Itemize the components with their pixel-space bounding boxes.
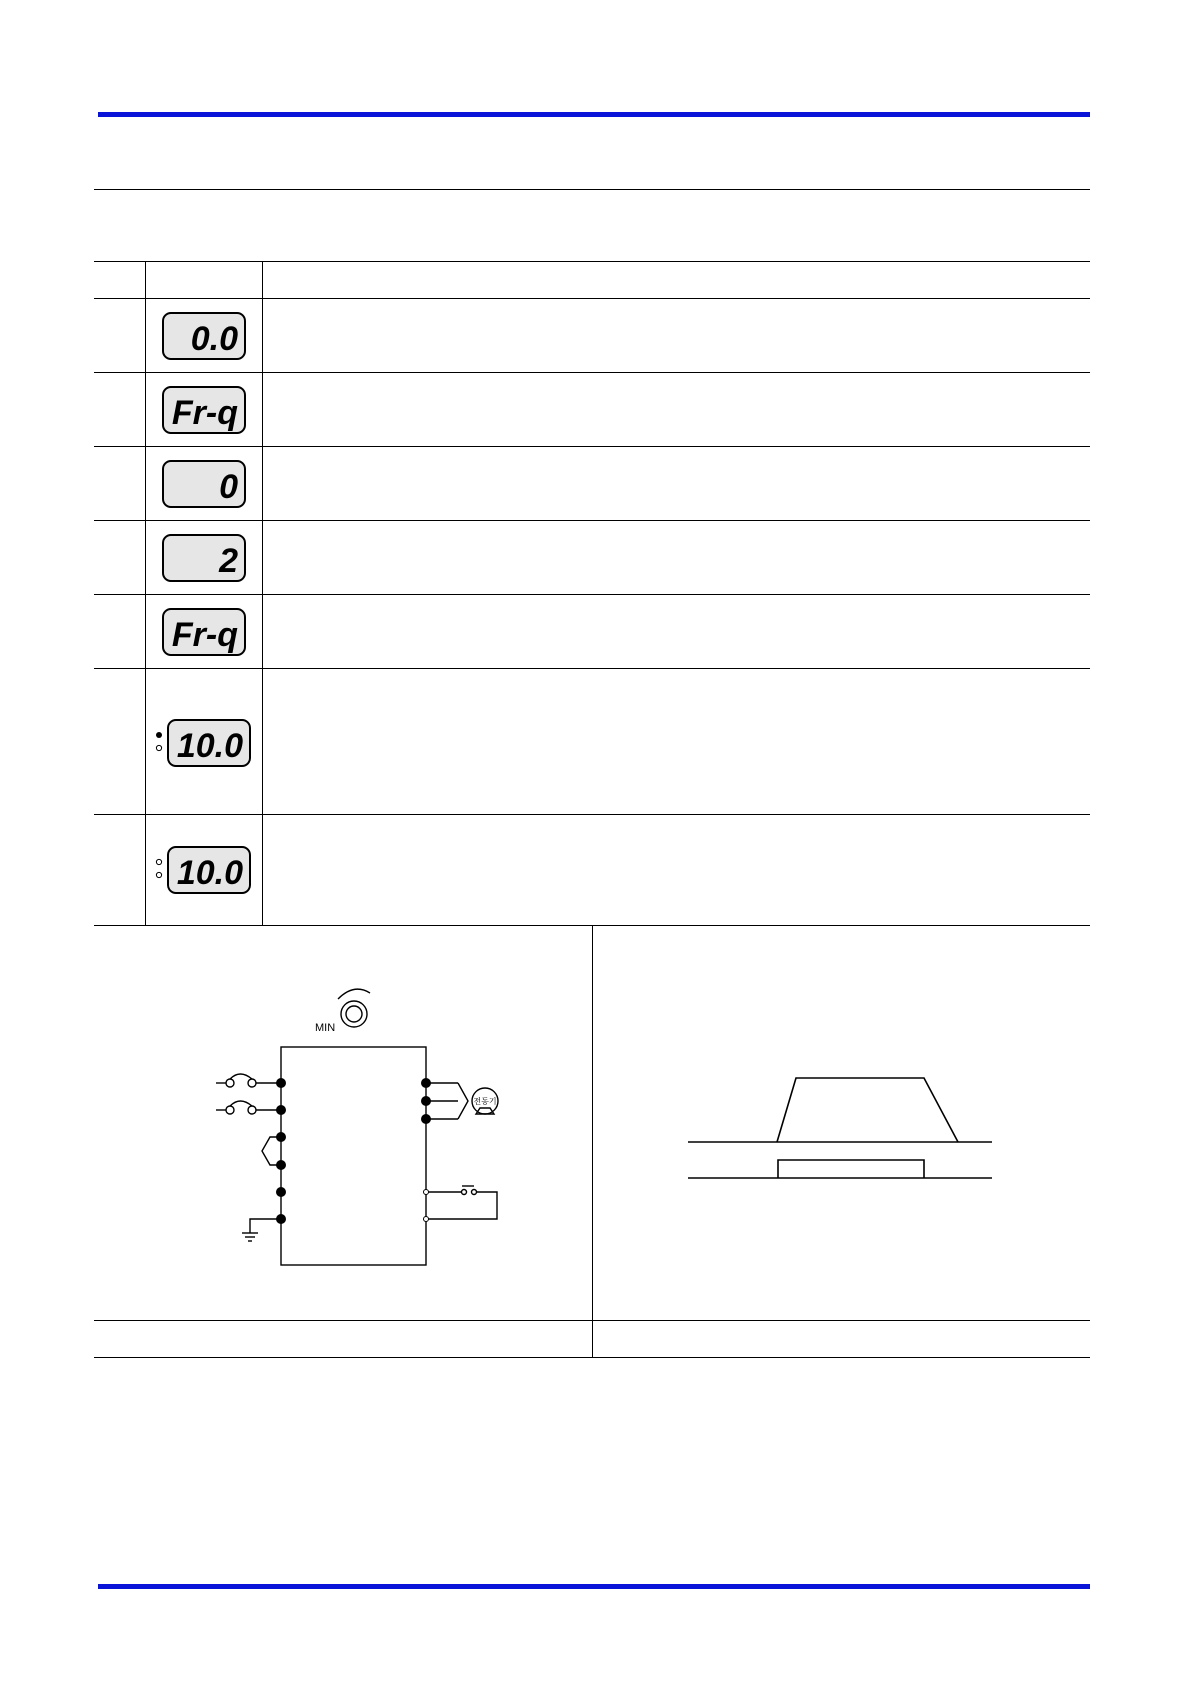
knob-icon (341, 1001, 367, 1027)
lamp-off-icon (156, 859, 161, 864)
knob-label: MIN (315, 1022, 336, 1034)
top-rule (98, 112, 1090, 117)
lcd-text: 0 (219, 468, 238, 506)
lamp-off-icon (156, 872, 161, 877)
lcd-display-step-2 (162, 386, 246, 434)
lcd-text: 10.0 (176, 854, 243, 892)
lcd-text: 0.0 (190, 320, 238, 358)
run-signal-trace (778, 1160, 924, 1178)
inverter-body (281, 1047, 426, 1265)
bottom-rule (98, 1584, 1090, 1589)
lcd-display-step-6 (153, 719, 251, 767)
lamp-off-icon (156, 745, 161, 750)
lcd-text: 10.0 (176, 727, 243, 765)
lcd-text: Fr-q (171, 616, 238, 654)
lcd-display-step-4 (162, 534, 246, 582)
lcd-display-step-7 (153, 846, 251, 894)
rotation-arrow-icon (338, 989, 370, 999)
lcd-text: Fr-q (171, 394, 238, 432)
section-divider (592, 925, 593, 1357)
caption-rule (94, 1320, 1090, 1321)
frequency-trace (777, 1078, 958, 1142)
lcd-display-step-5 (162, 608, 246, 656)
section-bottom-rule (94, 1357, 1090, 1358)
wiring-diagram (200, 975, 520, 1275)
lcd-display-step-1 (162, 312, 246, 360)
lamp-on-icon (156, 732, 162, 738)
motor-label: 전동기 (473, 1097, 497, 1106)
timing-diagram (680, 1060, 1000, 1190)
lcd-display-step-3 (162, 460, 246, 508)
lcd-text: 2 (219, 542, 238, 580)
header-rule (94, 189, 1090, 190)
